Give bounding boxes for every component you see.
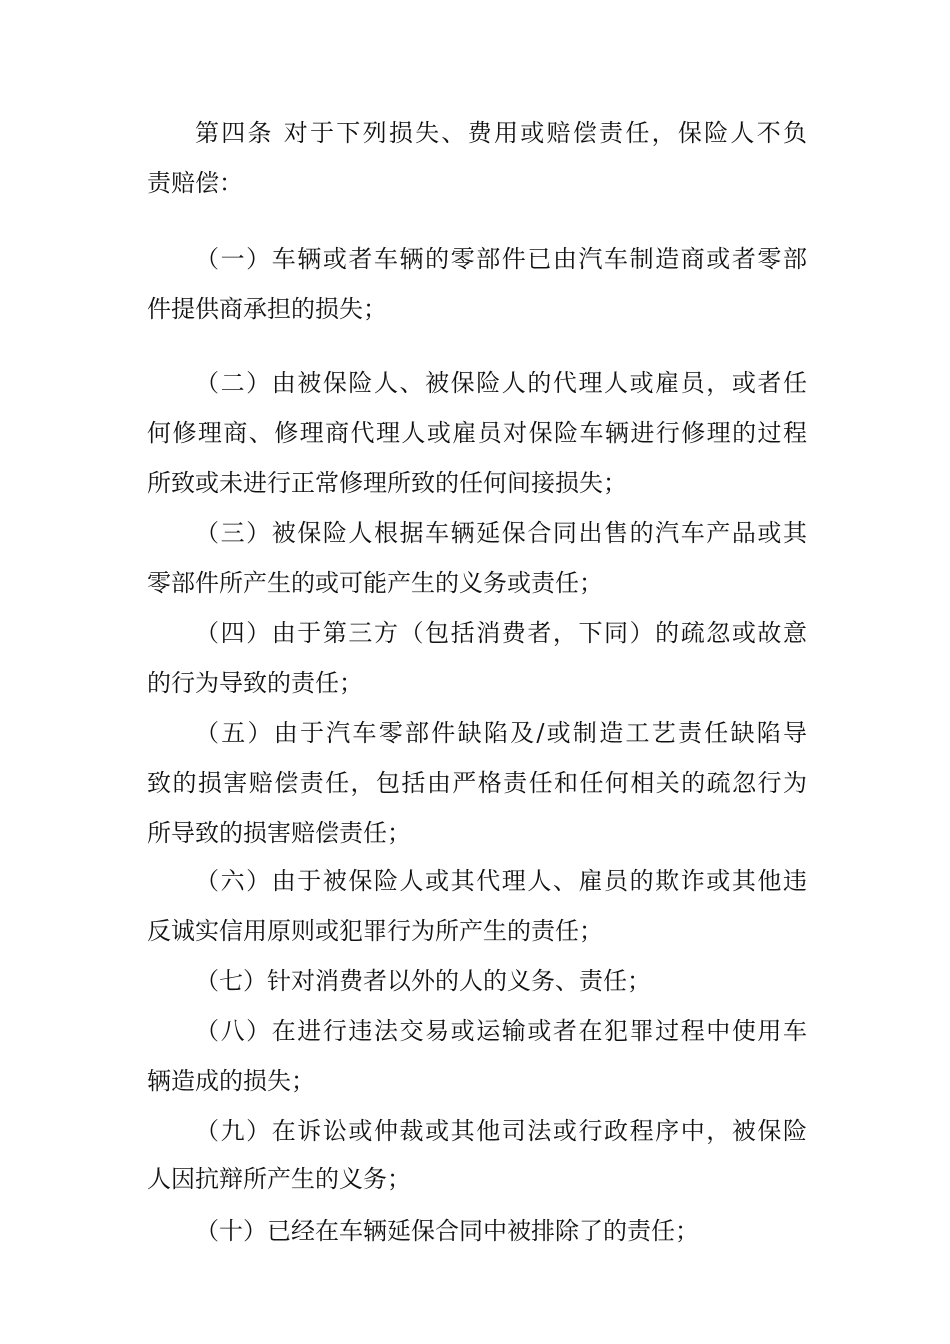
clause-3-line-2: 零部件所产生的或可能产生的义务或责任； — [147, 569, 603, 597]
clause-8-line-2: 辆造成的损失； — [147, 1067, 315, 1095]
clause-1-line-1: （一）车辆或者车辆的零部件已由汽车制造商或者零部 — [195, 245, 807, 273]
clause-5-line-2: 致的损害赔偿责任，包括由严格责任和任何相关的疏忽行为 — [147, 769, 807, 797]
clause-3-line-1: （三）被保险人根据车辆延保合同出售的汽车产品或其 — [195, 519, 807, 547]
clause-5-line-3: 所导致的损害赔偿责任； — [147, 819, 411, 847]
clause-2-line-2: 何修理商、修理商代理人或雇员对保险车辆进行修理的过程 — [147, 419, 807, 447]
clause-7-line-1: （七）针对消费者以外的人的义务、责任； — [195, 967, 651, 995]
clause-2-line-3: 所致或未进行正常修理所致的任何间接损失； — [147, 469, 627, 497]
clause-8-line-1: （八）在进行违法交易或运输或者在犯罪过程中使用车 — [195, 1017, 807, 1045]
clause-2-line-1: （二）由被保险人、被保险人的代理人或雇员，或者任 — [195, 369, 807, 397]
clause-4-line-1: （四）由于第三方（包括消费者，下同）的疏忽或故意 — [195, 619, 807, 647]
clause-4-line-2: 的行为导致的责任； — [147, 669, 363, 697]
clause-6-line-1: （六）由于被保险人或其代理人、雇员的欺诈或其他违 — [195, 867, 807, 895]
article-4-heading-continuation: 责赔偿： — [147, 169, 243, 197]
clause-5-line-1: （五）由于汽车零部件缺陷及/或制造工艺责任缺陷导 — [195, 719, 807, 747]
clause-10-line-1: （十）已经在车辆延保合同中被排除了的责任； — [195, 1217, 699, 1245]
article-4-heading-line: 第四条 对于下列损失、费用或赔偿责任，保险人不负 — [195, 119, 807, 147]
clause-9-line-1: （九）在诉讼或仲裁或其他司法或行政程序中，被保险 — [195, 1117, 807, 1145]
clause-6-line-2: 反诚实信用原则或犯罪行为所产生的责任； — [147, 917, 603, 945]
clause-1-line-2: 件提供商承担的损失； — [147, 295, 387, 323]
clause-9-line-2: 人因抗辩所产生的义务； — [147, 1165, 411, 1193]
